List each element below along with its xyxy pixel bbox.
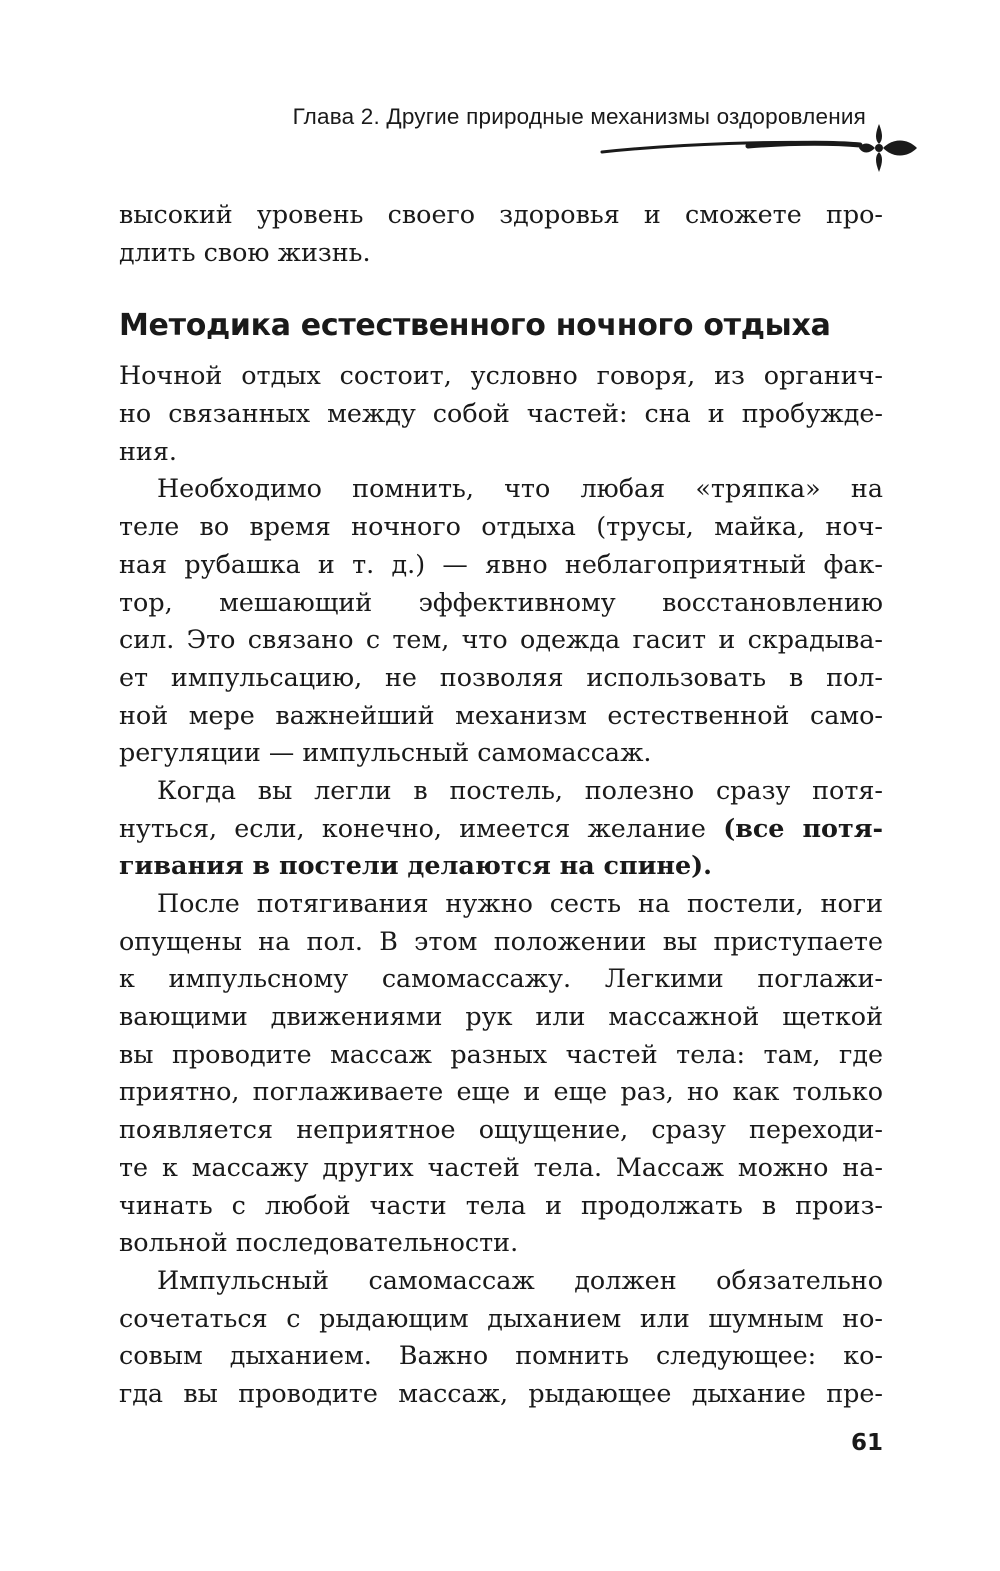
text-line: приятно, поглаживаете еще и еще раз, но как только xyxy=(119,1076,883,1107)
text-line: сил. Это связано с тем, что одежда гасит и скрадыва- xyxy=(119,624,883,655)
text-line: вающими движениями рук или массажной щеткой xyxy=(119,1001,883,1032)
text-line: ной мере важнейший механизм естественной само- xyxy=(119,699,883,730)
text-line: вольной последовательности. xyxy=(119,1227,519,1258)
text-line: совым дыханием. Важно помнить следующее: ко- xyxy=(119,1340,883,1371)
text-line: сочетаться с рыдающим дыханием или шумным но- xyxy=(119,1302,883,1333)
text-segment: нуться, если, конечно, имеется желание xyxy=(119,812,724,843)
bold-text-segment: гивания в постели делаются на спине). xyxy=(119,850,713,881)
text-line: После потягивания нужно сесть на постели, ноги xyxy=(157,888,883,918)
text-line: ная рубашка и т. д.) — явно неблагоприятный фак- xyxy=(119,548,883,579)
running-head: Глава 2. Другие природные механизмы оздоровления xyxy=(292,104,866,129)
text-line: ния. xyxy=(119,435,177,466)
text-line: Когда вы легли в постель, полезно сразу потя- xyxy=(157,774,883,805)
text-line: высокий уровень своего здоровья и сможете про- xyxy=(119,199,883,229)
text-line: Импульсный самомассаж должен обязательно xyxy=(157,1264,883,1295)
section-heading: Методика естественного ночного отдыха xyxy=(119,308,831,344)
text-line: регуляции — импульсный самомассаж. xyxy=(119,737,652,768)
text-line: опущены на пол. В этом положении вы приступаете xyxy=(119,925,883,956)
text-line xyxy=(119,810,883,848)
text-line: тор, мешающий эффективному восстановлению xyxy=(119,586,883,617)
bold-text-segment: (все потя- xyxy=(723,812,883,843)
text-line: Ночной отдых состоит, условно говоря, из органич- xyxy=(119,360,883,391)
text-line xyxy=(119,847,883,885)
text-line: ет импульсацию, не позволяя использовать в пол- xyxy=(119,661,883,692)
text-line: появляется неприятное ощущение, сразу переходи- xyxy=(119,1114,883,1145)
text-line: но связанных между собой частей: сна и пробужде- xyxy=(119,398,883,429)
text-line: к импульсному самомассажу. Легкими поглажи- xyxy=(119,963,883,994)
text-line: те к массажу других частей тела. Массаж можно на- xyxy=(119,1151,883,1182)
text-line: длить свою жизнь. xyxy=(119,236,371,267)
page-number: 61 xyxy=(850,1430,883,1456)
text-line: Необходимо помнить, что любая «тряпка» на xyxy=(157,473,883,504)
page-body xyxy=(119,196,883,1413)
text-line: чинать с любой части тела и продолжать в произ- xyxy=(119,1189,883,1220)
text-line: теле во время ночного отдыха (трусы, майка, ноч- xyxy=(119,511,883,542)
text-line: вы проводите массаж разных частей тела: там, где xyxy=(119,1038,883,1069)
ornament-icon xyxy=(598,112,920,174)
text-line: гда вы проводите массаж, рыдающее дыхание пре- xyxy=(119,1377,883,1408)
